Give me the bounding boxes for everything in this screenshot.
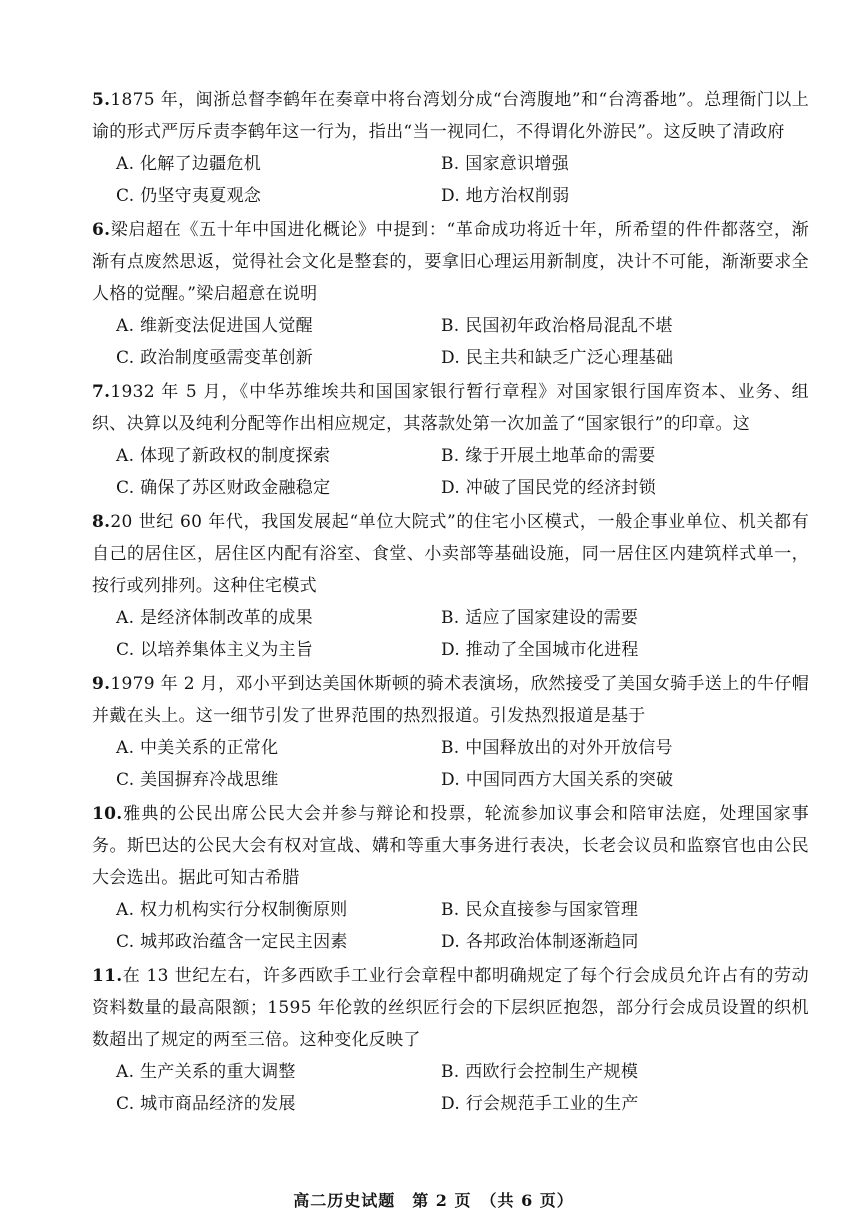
option-c: C. 确保了苏区财政金融稳定 bbox=[116, 478, 331, 498]
question-text: 1875 年，闽浙总督李鹤年在奏章中将台湾划分成“台湾腹地”和“台湾番地”。总理衙门以上谕的形式严厉斥责李鹤年这一行为，指出“当一视同仁，不得谓化外游民”。这反映了清政府 bbox=[92, 90, 809, 142]
option-c: C. 城市商品经济的发展 bbox=[116, 1094, 296, 1114]
option-c: C. 城邦政治蕴含一定民主因素 bbox=[116, 932, 348, 952]
question-text: 20 世纪 60 年代，我国发展起“单位大院式”的住宅小区模式，一般企事业单位、机关都有自己的居住区，居住区内配有浴室、食堂、小卖部等基础设施，同一居住区内建筑样式单一，按行或列排列。这种住宅模式 bbox=[92, 512, 809, 596]
option-a: A. 权力机构实行分权制衡原则 bbox=[116, 900, 348, 920]
question-number: 6. bbox=[92, 220, 111, 240]
question-stem bbox=[92, 668, 809, 732]
option-b: B. 民众直接参与国家管理 bbox=[441, 900, 639, 920]
question-11 bbox=[92, 960, 809, 1120]
question-text: 雅典的公民出席公民大会并参与辩论和投票，轮流参加议事会和陪审法庭，处理国家事务。斯巴达的公民大会有权对宣战、媾和等重大事务进行表决，长老会议员和监察官也由公民大会选出。据此可知古希腊 bbox=[92, 804, 809, 888]
question-number: 5. bbox=[92, 90, 111, 110]
option-c: C. 美国摒弃冷战思维 bbox=[116, 770, 279, 790]
question-stem bbox=[92, 960, 809, 1056]
option-b: B. 西欧行会控制生产规模 bbox=[441, 1062, 639, 1082]
question-number: 10. bbox=[92, 804, 123, 824]
option-a: A. 中美关系的正常化 bbox=[116, 738, 279, 758]
question-7 bbox=[92, 376, 809, 504]
option-b: B. 适应了国家建设的需要 bbox=[441, 608, 639, 628]
question-list bbox=[92, 84, 809, 1120]
question-8 bbox=[92, 506, 809, 666]
option-group bbox=[92, 310, 809, 374]
question-text: 1979 年 2 月，邓小平到达美国休斯顿的骑术表演场，欣然接受了美国女骑手送上的牛仔帽并戴在头上。这一细节引发了世界范围的热烈报道。引发热烈报道是基于 bbox=[92, 674, 809, 726]
question-text: 梁启超在《五十年中国进化概论》中提到：“革命成功将近十年，所希望的件件都落空，渐渐有点废然思返，觉得社会文化是整套的，要拿旧心理运用新制度，决计不可能，渐渐要求全人格的觉醒。”梁启超意在说明 bbox=[92, 220, 809, 304]
question-number: 8. bbox=[92, 512, 111, 532]
question-text: 1932 年 5 月，《中华苏维埃共和国国家银行暂行章程》对国家银行国库资本、业务、组织、决算以及纯利分配等作出相应规定，其落款处第一次加盖了“国家银行”的印章。这 bbox=[92, 382, 809, 434]
option-d: D. 冲破了国民党的经济封锁 bbox=[441, 478, 657, 498]
option-group bbox=[92, 1056, 809, 1120]
question-text: 在 13 世纪左右，许多西欧手工业行会章程中都明确规定了每个行会成员允许占有的劳动资料数量的最高限额；1595 年伦敦的丝织匠行会的下层织匠抱怨，部分行会成员设置的织机数超出了规定的两至三倍。这种变化反映了 bbox=[92, 966, 809, 1050]
option-a: A. 体现了新政权的制度探索 bbox=[116, 446, 331, 466]
question-stem bbox=[92, 214, 809, 310]
option-b: B. 民国初年政治格局混乱不堪 bbox=[441, 316, 673, 336]
option-c: C. 政治制度亟需变革创新 bbox=[116, 348, 314, 368]
option-b: B. 中国释放出的对外开放信号 bbox=[441, 738, 673, 758]
option-group bbox=[92, 894, 809, 958]
question-6 bbox=[92, 214, 809, 374]
option-a: A. 生产关系的重大调整 bbox=[116, 1062, 296, 1082]
option-c: C. 仍坚守夷夏观念 bbox=[116, 186, 262, 206]
option-d: D. 中国同西方大国关系的突破 bbox=[441, 770, 674, 790]
option-d: D. 地方治权削弱 bbox=[441, 186, 570, 206]
page-footer: 高二历史试题 第 2 页 （共 6 页） bbox=[293, 1191, 574, 1210]
option-b: B. 缘于开展土地革命的需要 bbox=[441, 446, 656, 466]
option-d: D. 推动了全国城市化进程 bbox=[441, 640, 639, 660]
option-group bbox=[92, 440, 809, 504]
question-stem bbox=[92, 84, 809, 148]
option-d: D. 各邦政治体制逐渐趋同 bbox=[441, 932, 639, 952]
question-stem bbox=[92, 506, 809, 602]
option-d: D. 行会规范手工业的生产 bbox=[441, 1094, 639, 1114]
option-a: A. 化解了边疆危机 bbox=[116, 154, 262, 174]
option-c: C. 以培养集体主义为主旨 bbox=[116, 640, 314, 660]
option-group bbox=[92, 602, 809, 666]
question-stem bbox=[92, 798, 809, 894]
option-group bbox=[92, 732, 809, 796]
question-stem bbox=[92, 376, 809, 440]
question-number: 9. bbox=[92, 674, 111, 694]
question-10 bbox=[92, 798, 809, 958]
question-5 bbox=[92, 84, 809, 212]
option-a: A. 是经济体制改革的成果 bbox=[116, 608, 313, 628]
option-group bbox=[92, 148, 809, 212]
option-a: A. 维新变法促进国人觉醒 bbox=[116, 316, 313, 336]
option-d: D. 民主共和缺乏广泛心理基础 bbox=[441, 348, 674, 368]
option-b: B. 国家意识增强 bbox=[441, 154, 569, 174]
question-number: 11. bbox=[92, 966, 123, 986]
question-number: 7. bbox=[92, 382, 111, 402]
question-9 bbox=[92, 668, 809, 796]
